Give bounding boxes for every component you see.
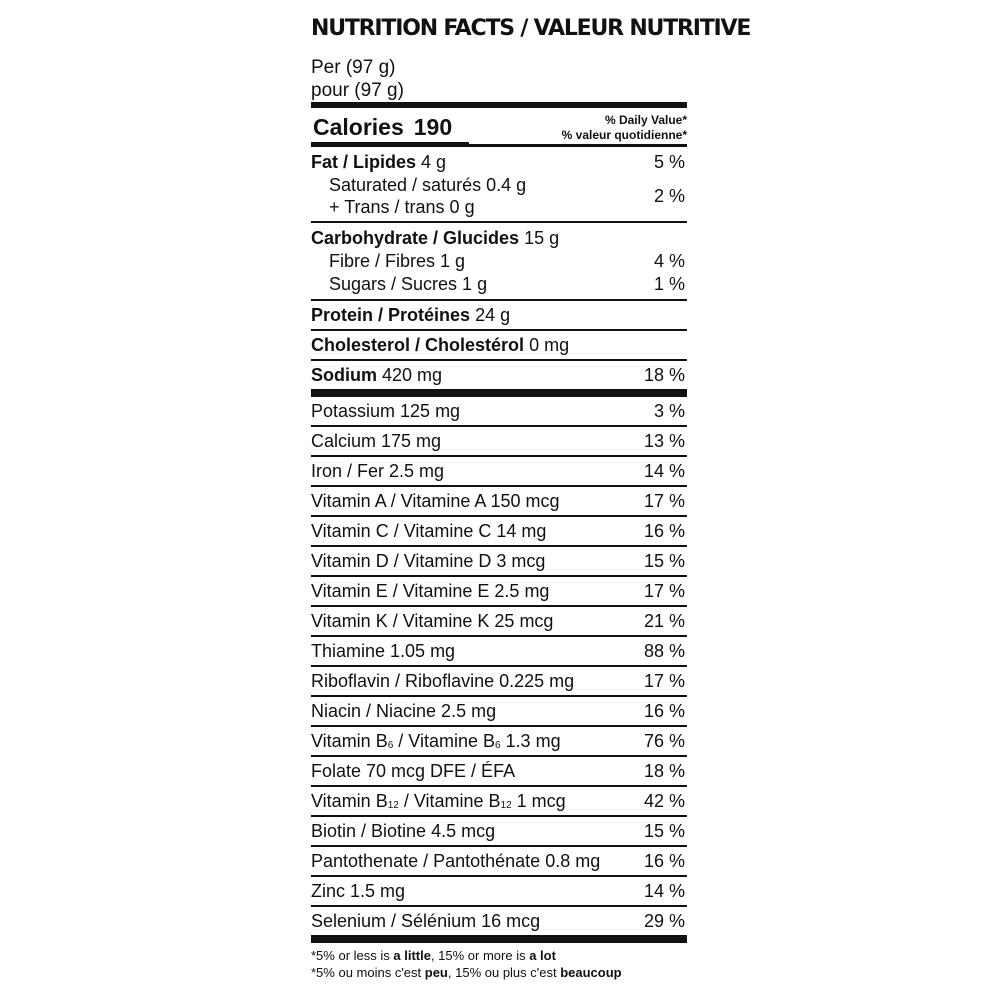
nutrient-row — [311, 457, 687, 485]
b12-subscript: 12 — [387, 799, 399, 811]
b12-text: Vitamin B — [311, 790, 388, 811]
calories-label: Calories — [313, 114, 404, 140]
carbohydrate-group — [311, 223, 687, 299]
sodium-row — [311, 361, 687, 389]
calories-row — [311, 110, 687, 144]
daily-value-fr: % valeur quotidienne* — [561, 128, 687, 142]
carbohydrate-name: Carbohydrate / Glucides — [311, 228, 520, 248]
saturated-trans-row — [311, 174, 687, 218]
nutrient-pct: 17 % — [643, 670, 685, 691]
calories-underline — [311, 142, 469, 146]
nutrient-pct: 3 % — [653, 400, 685, 421]
saturated-label: Saturated / saturés 0.4 g — [329, 175, 527, 195]
sodium-name: Sodium — [311, 364, 377, 385]
nutrient-label: Niacin / Niacine 2.5 mg — [311, 700, 497, 721]
saturated-pct: 2 % — [653, 185, 685, 206]
nutrient-label: Potassium 125 mg — [311, 400, 461, 421]
nutrient-row — [311, 667, 687, 695]
b6-subscript: 6 — [387, 739, 394, 751]
nutrient-pct: 29 % — [643, 910, 685, 931]
footnote-fr: *5% ou moins c'est peu, 15% ou plus c'est beaucoup — [311, 965, 622, 980]
b6-amount: 1.3 mg — [500, 730, 561, 751]
calories-value: 190 — [413, 114, 453, 140]
cholesterol-amount: 0 mg — [529, 334, 570, 355]
folate-label: Folate 70 mcg DFE / ÉFA — [311, 760, 516, 781]
vitamin-b6-row — [311, 727, 687, 755]
nutrient-label: Vitamin E / Vitamine E 2.5 mg — [311, 580, 550, 601]
nutrient-row — [311, 817, 687, 845]
cholesterol-name: Cholesterol / Cholestérol — [311, 334, 525, 355]
nutrient-pct: 16 % — [643, 700, 685, 721]
protein-name: Protein / Protéines — [311, 304, 471, 325]
nutrient-row — [311, 577, 687, 605]
serving-size-fr: pour (97 g) — [311, 80, 404, 101]
nutrition-facts-label — [311, 12, 751, 981]
sugars-pct: 1 % — [653, 274, 685, 294]
fibre-pct: 4 % — [653, 251, 685, 271]
cholesterol-row — [311, 331, 687, 359]
nutrient-row — [311, 517, 687, 545]
serving-size — [311, 56, 687, 102]
serving-size-en: Per (97 g) — [311, 57, 396, 78]
nutrient-pct: 21 % — [643, 610, 685, 631]
nutrient-label: Vitamin K / Vitamine K 25 mcg — [311, 610, 554, 631]
fat-pct: 5 % — [653, 152, 685, 172]
nutrient-row — [311, 397, 687, 425]
b6-text-fr: / Vitamine B — [393, 730, 495, 751]
daily-value-en: % Daily Value* — [604, 113, 687, 127]
footnote-en: *5% or less is a little, 15% or more is a lot — [311, 948, 556, 963]
b12-subscript-fr: 12 — [500, 799, 512, 811]
nutrient-pct: 14 % — [643, 460, 685, 481]
sugars-label: Sugars / Sucres 1 g — [329, 274, 488, 294]
nutrient-row — [311, 637, 687, 665]
nutrient-label: Vitamin C / Vitamine C 14 mg — [311, 520, 547, 541]
nutrient-pct: 15 % — [643, 550, 685, 571]
fat-group — [311, 147, 687, 221]
nutrient-label: Calcium 175 mg — [311, 430, 442, 451]
nutrient-row — [311, 697, 687, 725]
nutrient-row — [311, 877, 687, 905]
nutrient-label: Iron / Fer 2.5 mg — [311, 460, 445, 481]
nutrient-label: Thiamine 1.05 mg — [311, 640, 456, 661]
fibre-row — [311, 250, 687, 273]
b6-subscript-fr: 6 — [494, 739, 501, 751]
nutrient-row — [311, 907, 687, 935]
nutrient-label: Zinc 1.5 mg — [311, 880, 406, 901]
nutrient-pct: 88 % — [643, 640, 685, 661]
divider-heavy — [311, 935, 687, 943]
nutrient-label: Pantothenate / Pantothénate 0.8 mg — [311, 850, 601, 871]
sodium-pct: 18 % — [643, 364, 685, 385]
trans-label: + Trans / trans 0 g — [329, 197, 475, 217]
label-title: NUTRITION FACTS / VALEUR NUTRITIVE — [311, 16, 751, 41]
nutrient-pct: 14 % — [643, 880, 685, 901]
fat-row — [311, 151, 687, 174]
divider — [311, 102, 687, 108]
nutrient-row — [311, 547, 687, 575]
nutrient-label: Selenium / Sélénium 16 mcg — [311, 910, 541, 931]
nutrient-row — [311, 427, 687, 455]
nutrient-row — [311, 487, 687, 515]
nutrient-pct: 16 % — [643, 520, 685, 541]
nutrient-label: Vitamin A / Vitamine A 150 mcg — [311, 490, 560, 511]
nutrient-pct: 15 % — [643, 820, 685, 841]
fat-amount: 4 g — [421, 152, 447, 172]
nutrient-pct: 17 % — [643, 490, 685, 511]
footnote — [311, 947, 687, 981]
nutrient-label: Riboflavin / Riboflavine 0.225 mg — [311, 670, 575, 691]
micronutrient-list — [311, 397, 687, 935]
carbohydrate-row — [311, 227, 687, 250]
nutrient-label: Biotin / Biotine 4.5 mcg — [311, 820, 496, 841]
nutrient-row — [311, 847, 687, 875]
vitamin-b12-row — [311, 787, 687, 815]
nutrient-label: Vitamin D / Vitamine D 3 mcg — [311, 550, 546, 571]
b12-amount: 1 mcg — [511, 790, 566, 811]
b12-pct: 42 % — [643, 790, 685, 811]
sugars-row — [311, 273, 687, 296]
divider-heavy — [311, 389, 687, 397]
nutrient-pct: 13 % — [643, 430, 685, 451]
nutrient-pct: 17 % — [643, 580, 685, 601]
sodium-amount: 420 mg — [382, 364, 443, 385]
carbohydrate-amount: 15 g — [524, 228, 560, 248]
b6-text: Vitamin B — [311, 730, 388, 751]
b12-text-fr: / Vitamine B — [398, 790, 501, 811]
fat-name: Fat / Lipides — [311, 152, 417, 172]
b6-pct: 76 % — [643, 730, 685, 751]
daily-value-header — [562, 113, 687, 143]
folate-pct: 18 % — [643, 760, 685, 781]
folate-row — [311, 757, 687, 785]
fibre-label: Fibre / Fibres 1 g — [329, 251, 466, 271]
protein-amount: 24 g — [475, 304, 511, 325]
protein-row — [311, 301, 687, 329]
nutrient-pct: 16 % — [643, 850, 685, 871]
nutrient-row — [311, 607, 687, 635]
